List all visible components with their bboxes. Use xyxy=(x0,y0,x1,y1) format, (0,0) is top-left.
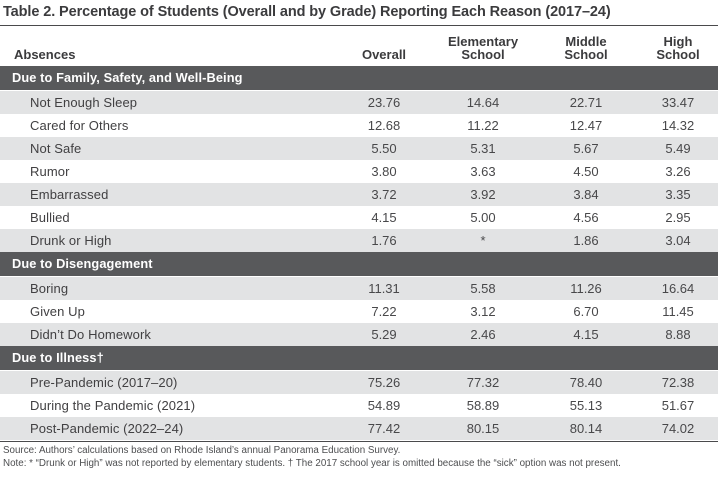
value-overall: 11.31 xyxy=(368,281,400,296)
value-high: 33.47 xyxy=(661,95,695,110)
row-label: Bullied xyxy=(30,210,70,225)
section-header-illness: Due to Illness† xyxy=(0,346,718,370)
value-middle: 3.84 xyxy=(573,187,599,202)
row-label: Cared for Others xyxy=(30,118,129,133)
value-middle: 22.71 xyxy=(569,95,603,110)
value-overall: 5.29 xyxy=(371,327,397,342)
row-label: Boring xyxy=(30,281,69,296)
value-overall: 75.26 xyxy=(367,375,401,390)
table-row xyxy=(0,114,718,137)
value-elementary: 3.63 xyxy=(470,164,496,179)
table-row xyxy=(0,300,718,323)
value-middle: 4.15 xyxy=(573,327,599,342)
value-high: 16.64 xyxy=(661,281,695,296)
value-middle: 6.70 xyxy=(573,304,599,319)
value-high: 72.38 xyxy=(661,375,695,390)
value-elementary: 58.89 xyxy=(466,398,500,413)
value-overall: 54.89 xyxy=(367,398,401,413)
table-row xyxy=(0,160,718,183)
section-header-disengagement: Due to Disengagement xyxy=(0,252,718,276)
table-row xyxy=(0,229,718,252)
value-high: 3.26 xyxy=(665,164,691,179)
value-high: 14.32 xyxy=(661,118,695,133)
value-middle: 80.14 xyxy=(569,421,603,436)
row-label: Rumor xyxy=(30,164,70,179)
table-row xyxy=(0,137,718,160)
value-overall: 3.80 xyxy=(371,164,397,179)
row-label: Embarrassed xyxy=(30,187,109,202)
value-overall: 5.50 xyxy=(371,141,397,156)
value-middle: 11.26 xyxy=(570,281,602,296)
value-high: 3.35 xyxy=(665,187,691,202)
value-overall: 3.72 xyxy=(371,187,397,202)
column-header-absences: Absences xyxy=(14,47,76,62)
value-high: 3.04 xyxy=(665,233,691,248)
value-overall: 23.76 xyxy=(367,95,401,110)
table-row xyxy=(0,183,718,206)
value-middle: 1.86 xyxy=(573,233,599,248)
value-elementary: 5.58 xyxy=(470,281,496,296)
table-row xyxy=(0,206,718,229)
table-footer xyxy=(0,442,718,470)
value-overall: 77.42 xyxy=(367,421,401,436)
value-middle: 55.13 xyxy=(569,398,603,413)
value-elementary: 80.15 xyxy=(466,421,500,436)
value-high: 11.45 xyxy=(662,304,694,319)
value-elementary: 3.12 xyxy=(470,304,496,319)
value-high: 5.49 xyxy=(665,141,691,156)
table-row xyxy=(0,371,718,394)
value-overall: 12.68 xyxy=(367,118,401,133)
value-middle: 12.47 xyxy=(569,118,603,133)
column-header-row xyxy=(0,26,718,66)
value-middle: 5.67 xyxy=(573,141,599,156)
value-elementary: 2.46 xyxy=(470,327,496,342)
section-header-family-safety-wellbeing: Due to Family, Safety, and Well-Being xyxy=(0,66,718,90)
row-label: Didn’t Do Homework xyxy=(30,327,152,342)
value-high: 2.95 xyxy=(665,210,691,225)
value-overall: 7.22 xyxy=(371,304,397,319)
value-elementary: 3.92 xyxy=(470,187,496,202)
value-middle: 4.50 xyxy=(573,164,599,179)
table-row xyxy=(0,323,718,346)
value-high: 51.67 xyxy=(661,398,695,413)
column-header-overall: Overall xyxy=(361,47,407,63)
value-high: 74.02 xyxy=(661,421,695,436)
column-header-high: High School xyxy=(656,33,700,63)
source-note: Source: Authors’ calculations based on Rhode Island’s annual Panorama Education Survey. xyxy=(3,445,401,456)
row-label: Not Safe xyxy=(30,141,82,156)
value-elementary: 77.32 xyxy=(466,375,500,390)
value-overall: 4.15 xyxy=(371,210,397,225)
value-elementary: 5.31 xyxy=(470,141,496,156)
table-title: Table 2. Percentage of Students (Overall and by Grade) Reporting Each Reason (2017–24) xyxy=(3,4,611,20)
row-label: Post-Pandemic (2022–24) xyxy=(30,421,184,436)
table-row xyxy=(0,277,718,300)
row-label: Not Enough Sleep xyxy=(30,95,138,110)
value-overall: 1.76 xyxy=(371,233,397,248)
footnote: Note: * “Drunk or High” was not reported by elementary students. † The 2017 school year is omitted because the “sick” option was not present. xyxy=(3,457,621,469)
value-middle: 4.56 xyxy=(573,210,599,225)
value-middle: 78.40 xyxy=(569,375,603,390)
table-row xyxy=(0,417,718,440)
row-label: Drunk or High xyxy=(30,233,112,248)
value-elementary: 14.64 xyxy=(466,95,500,110)
table-row xyxy=(0,394,718,417)
row-label: During the Pandemic (2021) xyxy=(30,398,196,413)
table-row xyxy=(0,91,718,114)
row-label: Pre-Pandemic (2017–20) xyxy=(30,375,178,390)
value-elementary: * xyxy=(480,233,486,248)
column-header-elementary: Elementary School xyxy=(447,33,519,63)
value-high: 8.88 xyxy=(665,327,691,342)
value-elementary: 5.00 xyxy=(470,210,496,225)
value-elementary: 11.22 xyxy=(467,118,499,133)
column-header-middle: Middle School xyxy=(564,33,608,63)
row-label: Given Up xyxy=(30,304,85,319)
